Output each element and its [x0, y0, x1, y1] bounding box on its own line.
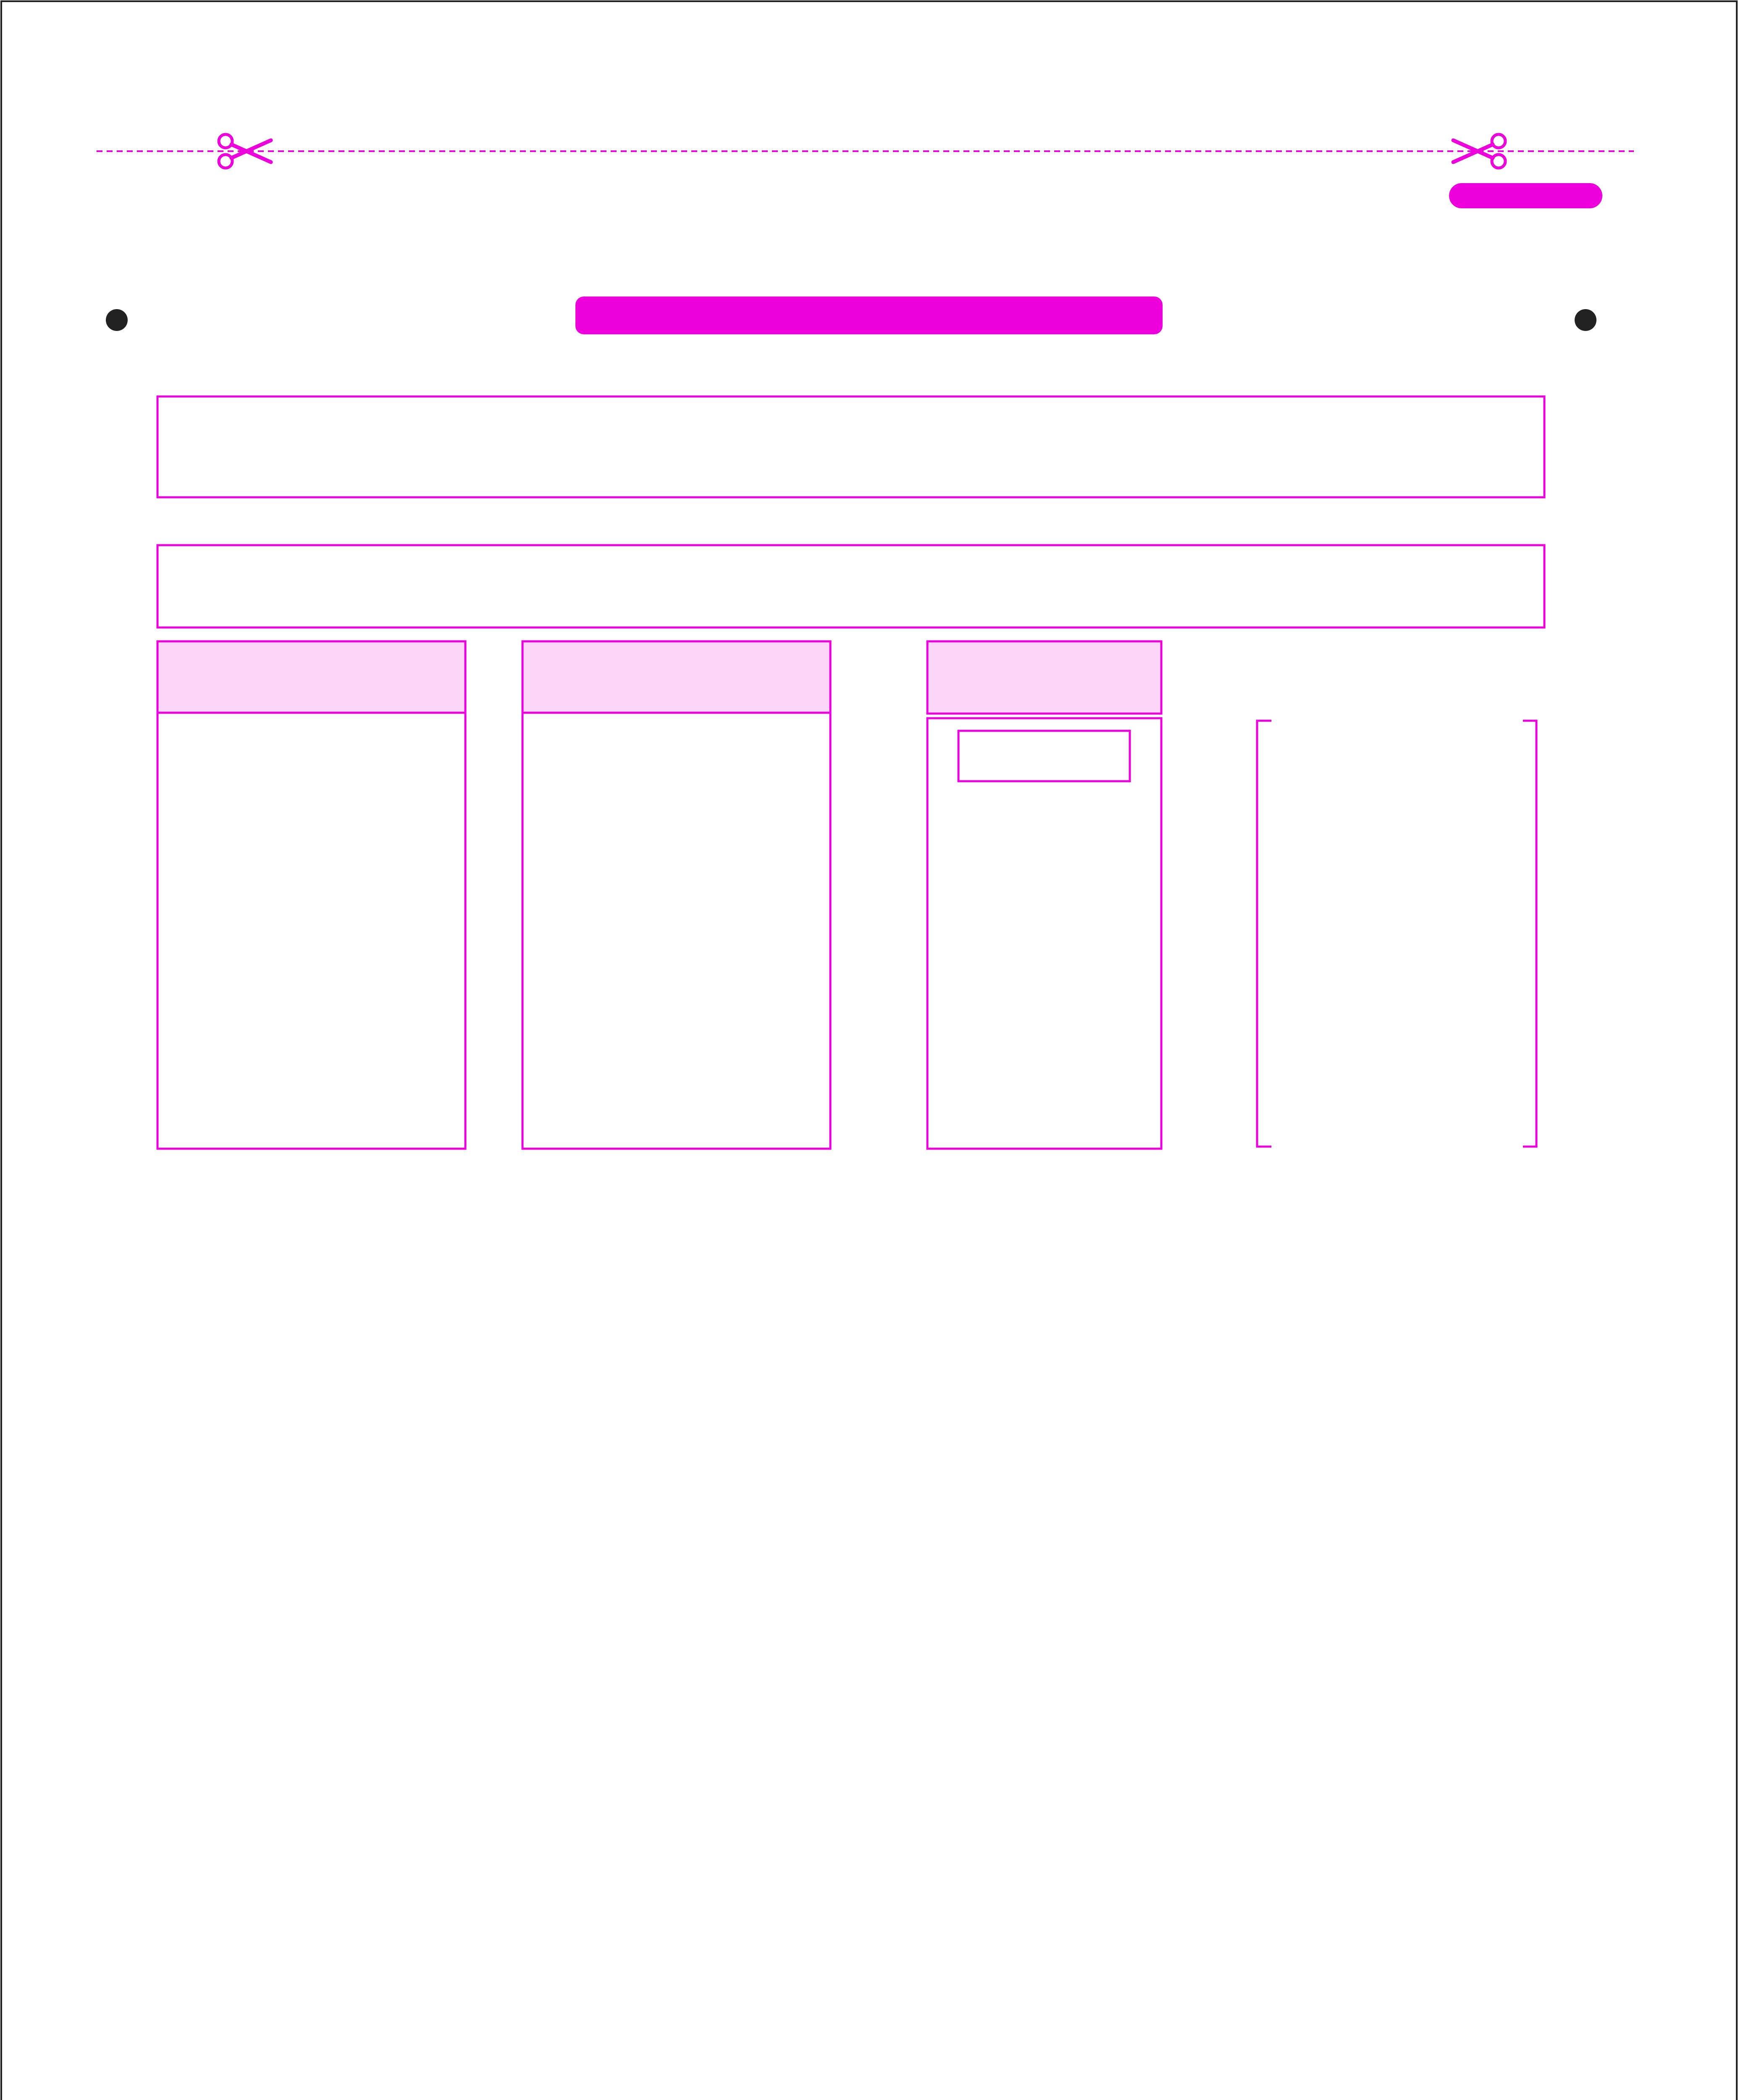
centre-field[interactable] — [158, 396, 1544, 497]
date-field[interactable] — [158, 545, 1544, 627]
original-copy-badge — [1449, 183, 1602, 208]
series-entry-box[interactable] — [958, 731, 1130, 781]
registration-dot — [1575, 309, 1596, 331]
registration-dot — [106, 309, 128, 331]
pen-notice-banner — [575, 297, 1163, 334]
